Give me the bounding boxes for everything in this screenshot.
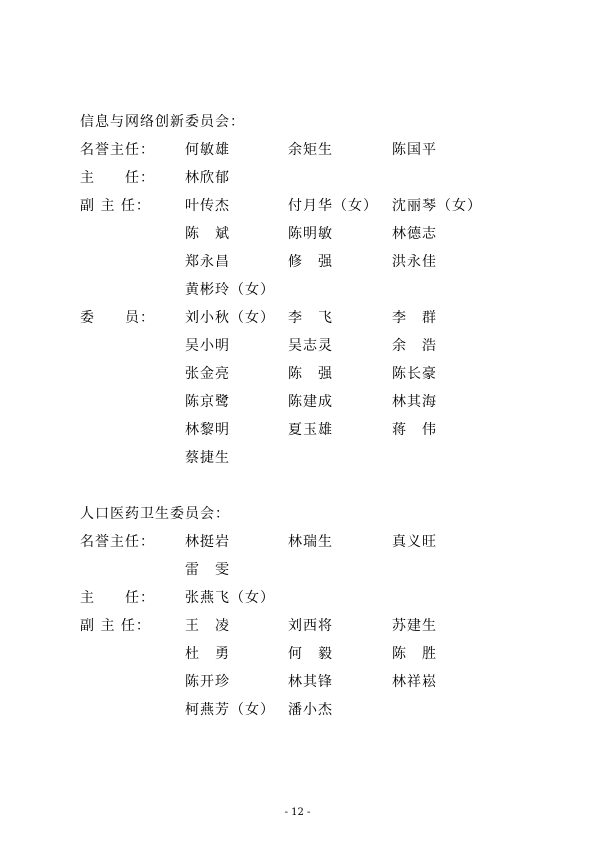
member-name: 付月华（女） <box>288 198 378 214</box>
member-row <box>0 281 595 299</box>
member-row <box>0 449 595 467</box>
member-name: 张金亮 <box>185 366 230 382</box>
member-row <box>0 533 595 551</box>
member-name: 柯燕芳（女） <box>185 702 275 718</box>
member-name: 雷 雯 <box>185 562 230 578</box>
member-name: 张燕飞（女） <box>185 590 275 606</box>
member-name: 蒋 伟 <box>392 422 437 438</box>
member-row <box>0 673 595 691</box>
member-name: 刘小秋（女） <box>185 310 275 326</box>
member-row <box>0 701 595 719</box>
member-name: 洪永佳 <box>392 254 437 270</box>
role-label: 副 主 任： <box>80 198 151 214</box>
role-label: 副 主 任： <box>80 618 151 634</box>
member-name: 真义旺 <box>392 534 437 550</box>
member-row <box>0 365 595 383</box>
member-name: 余矩生 <box>288 142 333 158</box>
member-name: 林其锋 <box>288 674 333 690</box>
role-label: 主 任： <box>80 170 155 186</box>
page-number: - 12 - <box>284 807 311 818</box>
member-row <box>0 617 595 635</box>
member-name: 林祥崧 <box>392 674 437 690</box>
member-name: 沈丽琴（女） <box>392 198 482 214</box>
member-name: 李 飞 <box>288 310 333 326</box>
member-name: 林挺岩 <box>185 534 230 550</box>
member-row <box>0 645 595 663</box>
member-name: 林欣郁 <box>185 170 230 186</box>
role-label: 委 员： <box>80 310 155 326</box>
member-name: 杜 勇 <box>185 646 230 662</box>
member-name: 陈 胜 <box>392 646 437 662</box>
member-name: 陈国平 <box>392 142 437 158</box>
member-name: 潘小杰 <box>288 702 333 718</box>
member-name: 林其海 <box>392 394 437 410</box>
member-name: 林黎明 <box>185 422 230 438</box>
member-name: 吴小明 <box>185 338 230 354</box>
member-name: 夏玉雄 <box>288 422 333 438</box>
member-row <box>0 309 595 327</box>
member-row <box>0 197 595 215</box>
member-name: 郑永昌 <box>185 254 230 270</box>
member-row <box>0 561 595 579</box>
member-name: 陈建成 <box>288 394 333 410</box>
committee-title: 信息与网络创新委员会： <box>80 114 245 130</box>
role-label: 名誉主任： <box>80 534 155 550</box>
member-name: 何 毅 <box>288 646 333 662</box>
member-name: 李 群 <box>392 310 437 326</box>
role-label: 主 任： <box>80 590 155 606</box>
member-name: 陈 斌 <box>185 226 230 242</box>
member-name: 修 强 <box>288 254 333 270</box>
member-name: 陈开珍 <box>185 674 230 690</box>
member-name: 刘西将 <box>288 618 333 634</box>
member-row <box>0 421 595 439</box>
member-name: 林德志 <box>392 226 437 242</box>
member-name: 陈长豪 <box>392 366 437 382</box>
member-name: 王 凌 <box>185 618 230 634</box>
member-name: 苏建生 <box>392 618 437 634</box>
member-row <box>0 589 595 607</box>
member-name: 陈京鹭 <box>185 394 230 410</box>
member-row <box>0 393 595 411</box>
member-name: 吴志灵 <box>288 338 333 354</box>
member-name: 黄彬玲（女） <box>185 282 275 298</box>
member-name: 叶传杰 <box>185 198 230 214</box>
member-name: 陈 强 <box>288 366 333 382</box>
member-name: 何敏雄 <box>185 142 230 158</box>
member-row <box>0 225 595 243</box>
role-label: 名誉主任： <box>80 142 155 158</box>
member-name: 蔡捷生 <box>185 450 230 466</box>
member-row <box>0 337 595 355</box>
member-name: 林瑞生 <box>288 534 333 550</box>
member-row <box>0 169 595 187</box>
member-name: 余 浩 <box>392 338 437 354</box>
member-name: 陈明敏 <box>288 226 333 242</box>
member-row <box>0 141 595 159</box>
member-row <box>0 253 595 271</box>
committee-title: 人口医药卫生委员会： <box>80 506 230 522</box>
